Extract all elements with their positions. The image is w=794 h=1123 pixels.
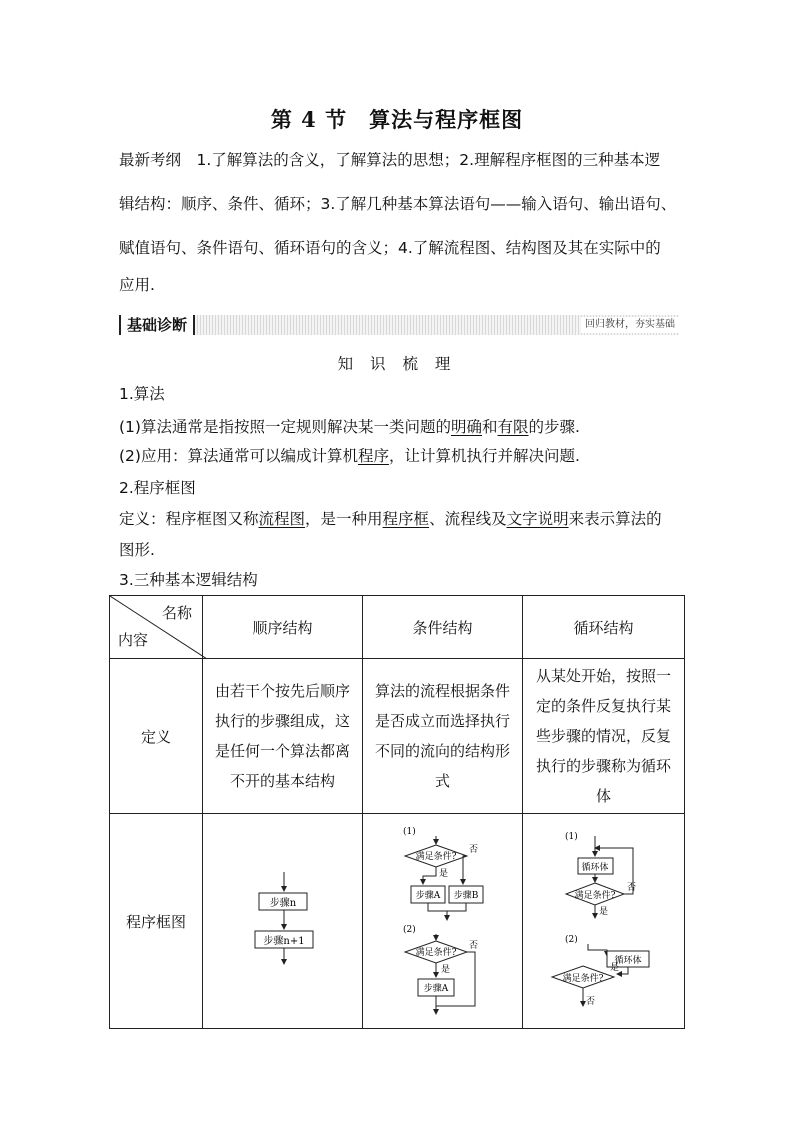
cell-line: 是否成立而选择执行 [374,712,510,730]
loop-no-1: 否 [627,883,637,893]
cond-mark-1: (1) [403,827,416,837]
section-3-title: 3.三种基本逻辑结构 [119,571,258,589]
conditional-flowchart [363,814,522,1024]
logic-structure-table [109,595,685,1029]
step-a-label: 步骤A [415,891,441,901]
corner-cell [110,596,203,659]
cell-line: 执行的步骤组成，这 [214,712,350,730]
text-run: 、流程线及 [429,510,507,528]
text-run: 和 [481,418,498,436]
row-label-definition: 定义 [110,659,203,814]
banner-tagline: 回归教材，夯实基础 [581,317,679,333]
cell-line: 式 [434,772,450,790]
def-sequential [203,659,363,814]
loop-mark-1: (1) [565,832,578,842]
flow-sequential-cell [203,814,363,1029]
table-row [110,814,685,1029]
keyword-program: 程序 [357,447,389,465]
corner-bottom-label: 内容 [118,631,149,649]
loop-yes-1: 是 [599,907,609,917]
exam-outline-line-3: 赋值语句、条件语句、循环语句的含义；4.了解流程图、结构图及其在实际中的 [119,239,661,257]
text-run: 来表示算法的 [568,510,662,528]
cell-line: 体 [595,787,611,805]
text-run: 定义：程序框图又称 [119,510,259,528]
cell-line: 由若干个按先后顺序 [214,682,350,700]
text-run: (1)算法通常是指按照一定规则解决某一类问题的 [119,418,451,436]
sequential-flowchart [203,814,362,1024]
cond-no-1: 否 [469,845,479,855]
cell-line: 些步骤的情况，反复 [535,727,671,745]
section-2-para-1 [119,509,662,529]
loop-cond-label-2: 满足条件? [562,974,604,984]
loop-cond-label-1: 满足条件? [574,891,616,901]
cond-label-2: 满足条件? [415,948,457,958]
loop-yes-2: 是 [610,963,620,973]
loop-body-label-1: 循环体 [581,863,609,873]
def-conditional [363,659,523,814]
header-loop: 循环结构 [523,596,685,659]
table-header-row [110,596,685,659]
cell-line: 定的条件反复执行某 [535,697,671,715]
loop-body-label-2: 循环体 [614,956,642,966]
banner-heading: 基础诊断 [119,315,195,335]
cond-yes-1: 是 [439,869,449,879]
step-a2-label: 步骤A [423,984,449,994]
section-1-para-2 [119,446,580,466]
cond-mark-2: (2) [403,925,416,935]
section-2-para-2: 图形. [119,541,155,559]
text-run: (2)应用：算法通常可以编成计算机 [119,447,358,465]
exam-outline-line-1: 最新考纲 1.了解算法的含义，了解算法的思想；2.理解程序框图的三种基本逻 [119,151,661,169]
flow-conditional-cell [363,814,523,1029]
keyword-clear: 明确 [450,418,482,436]
cell-line: 不同的流向的结构形 [374,742,510,760]
exam-outline-line-4: 应用. [119,276,155,294]
flow-loop-cell [523,814,685,1029]
section-1-para-1 [119,417,580,437]
corner-top-label: 名称 [161,604,192,622]
cond-yes-2: 是 [441,965,451,975]
step-n1-label: 步骤n+1 [263,936,305,947]
text-run: 的步骤. [528,418,580,436]
loop-no-2: 否 [586,997,596,1007]
section-banner [119,315,679,335]
row-label-flowchart: 程序框图 [110,814,203,1029]
step-n-label: 步骤n [269,898,297,909]
loop-mark-2: (2) [565,935,578,945]
page-title: 第 4 节 算法与程序框图 [270,107,524,132]
table-row [110,659,685,814]
section-2-title: 2.程序框图 [119,479,196,497]
loop-flowchart [523,814,684,1024]
cond-no-2: 否 [469,941,479,951]
cell-line: 执行的步骤称为循环 [535,757,671,775]
knowledge-heading: 知 识 梳 理 [337,355,457,373]
header-sequential: 顺序结构 [203,596,363,659]
cond-label-1: 满足条件? [415,852,457,862]
keyword-finite: 有限 [497,418,529,436]
cell-line: 从某处开始，按照一 [535,667,671,685]
keyword-program-box: 程序框 [382,510,430,528]
header-conditional: 条件结构 [363,596,523,659]
cell-line: 是任何一个算法都离 [214,742,350,760]
cell-line: 不开的基本结构 [229,772,335,790]
def-loop [523,659,685,814]
text-run: ，是一种用 [305,510,383,528]
keyword-flowchart: 流程图 [258,510,306,528]
exam-outline-line-2: 辑结构：顺序、条件、循环；3.了解几种基本算法语句——输入语句、输出语句、 [119,195,677,213]
section-1-title: 1.算法 [119,385,165,403]
keyword-text-note: 文字说明 [506,510,569,528]
text-run: ，让计算机执行并解决问题. [388,447,580,465]
step-b-label: 步骤B [453,891,479,901]
cell-line: 算法的流程根据条件 [374,682,510,700]
